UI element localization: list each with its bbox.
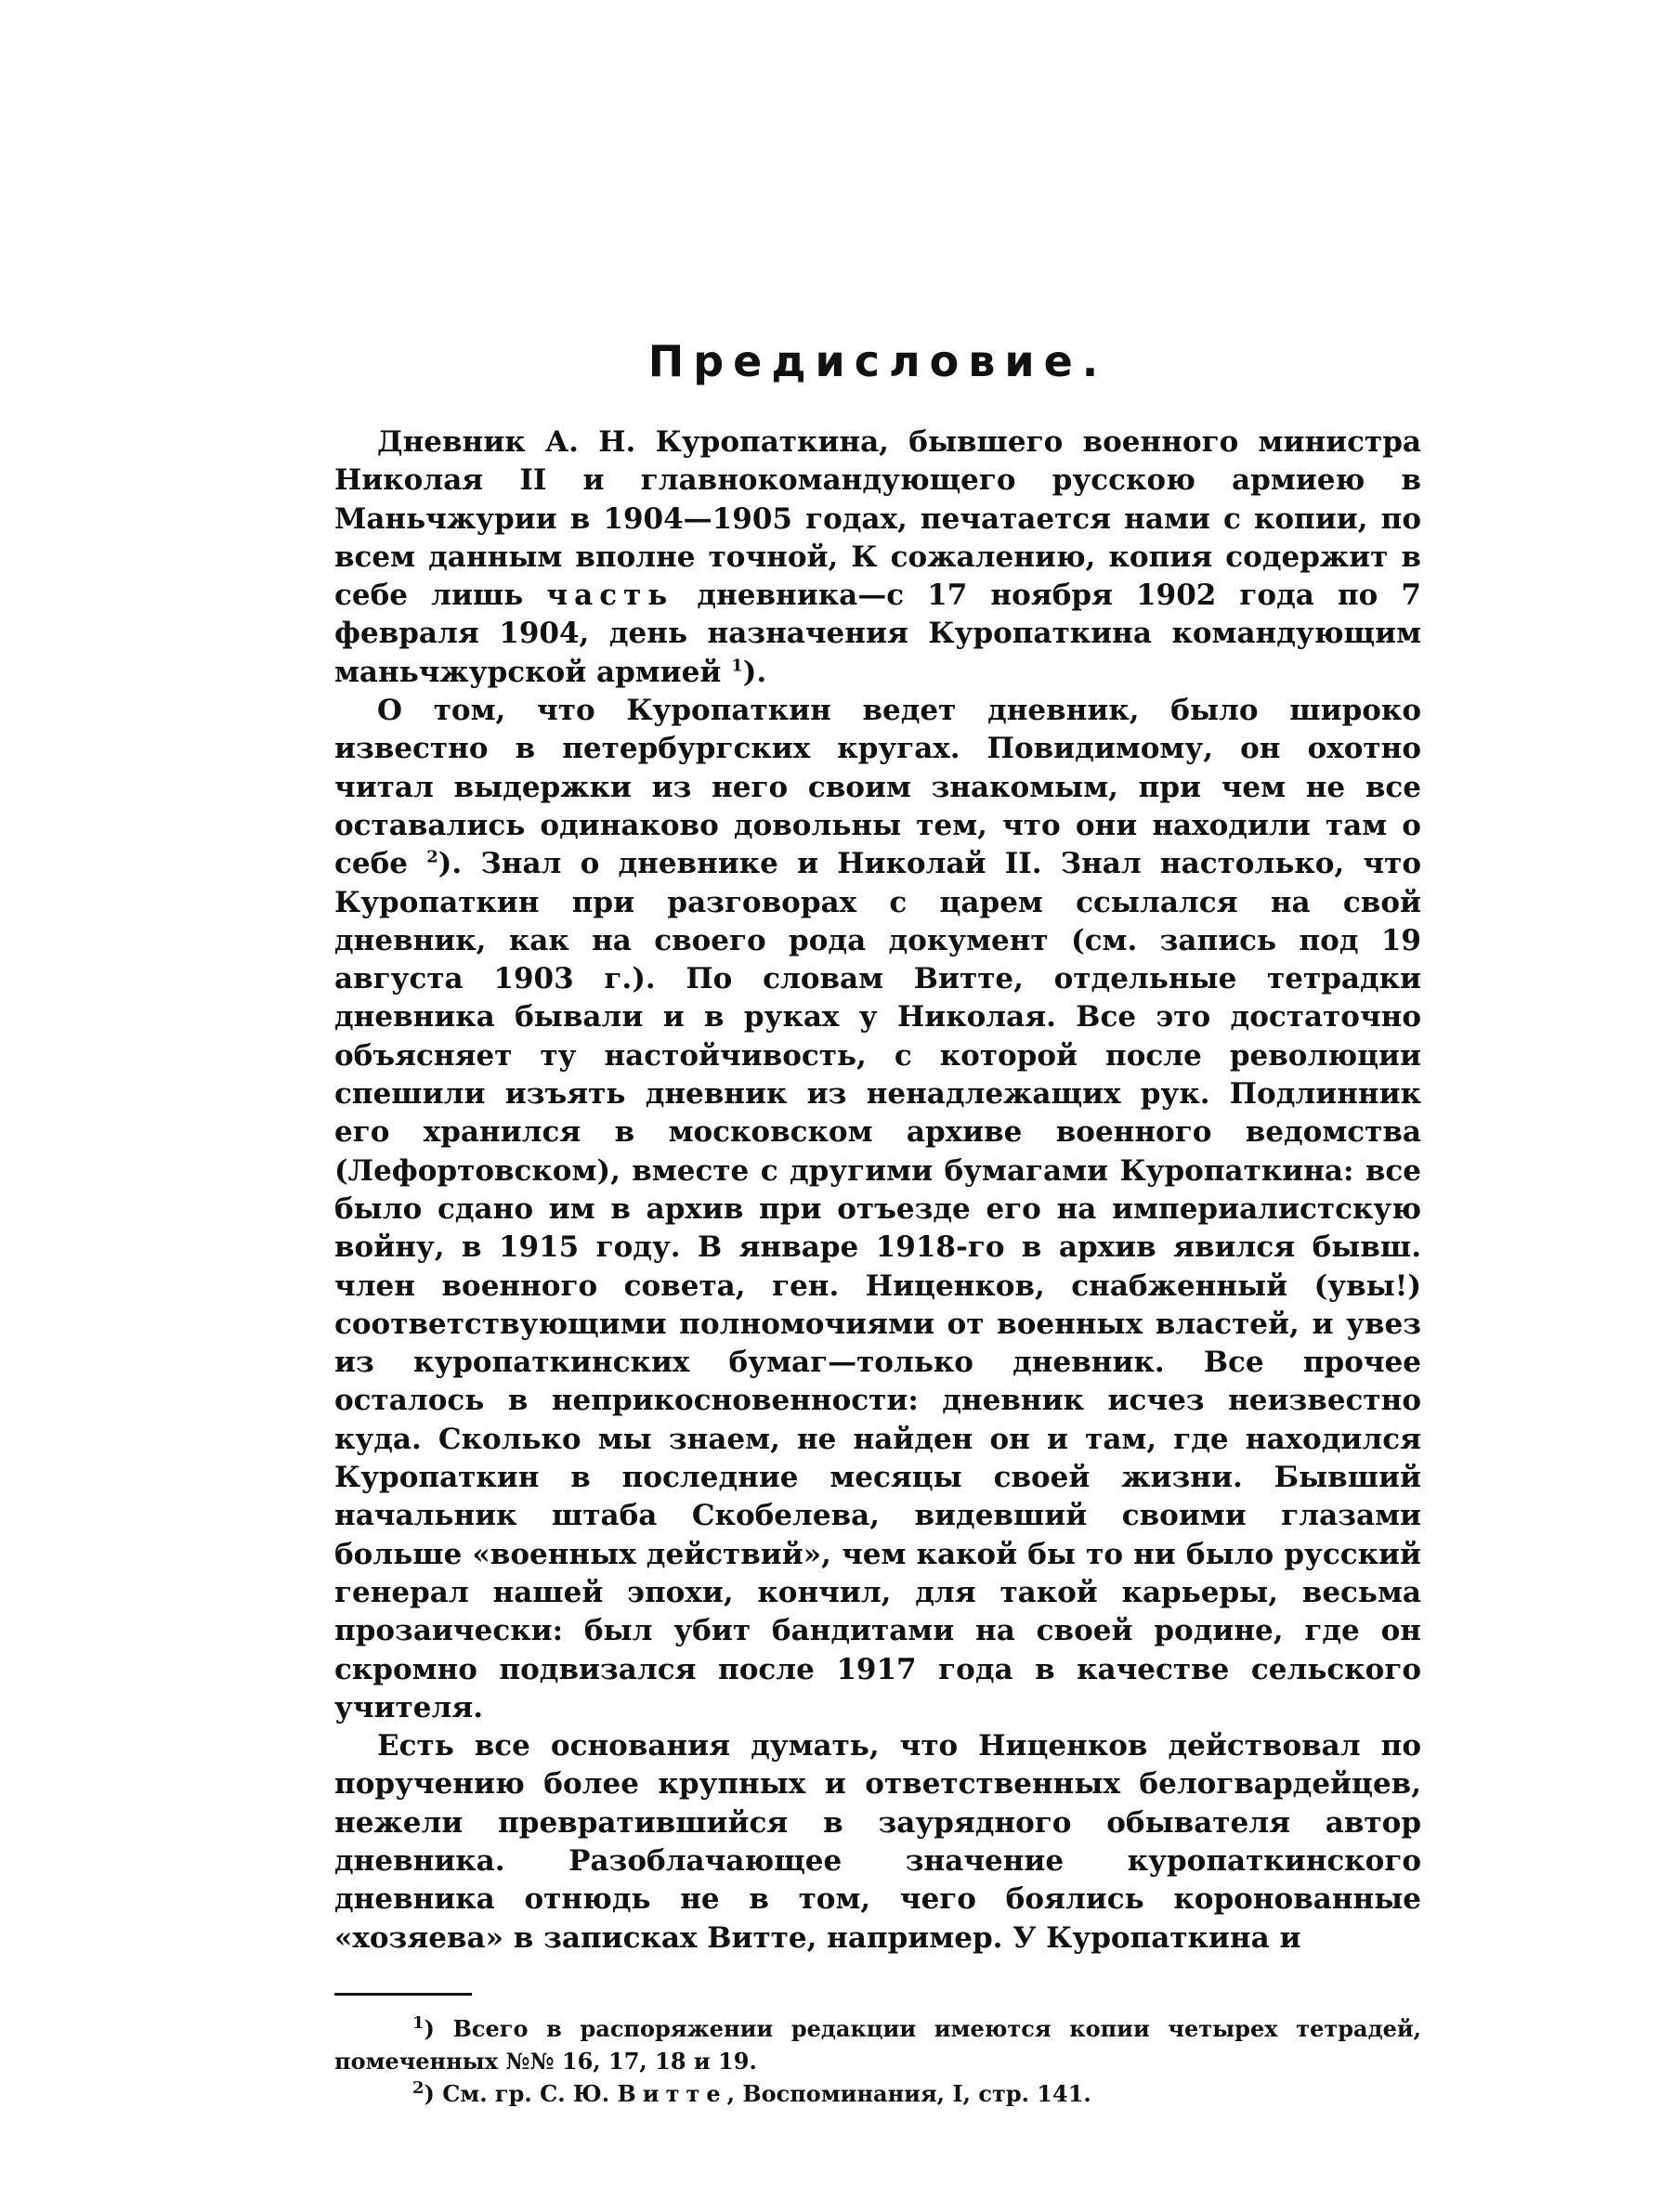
footnote-ref-2[interactable]: 2 xyxy=(426,847,438,867)
page-title: Предисловие. xyxy=(647,336,1108,386)
paragraph-1 xyxy=(334,423,1421,692)
footnote-2-mark: 2 xyxy=(412,2077,425,2098)
paragraph-2-part-b: ). Знал о дневнике и Николай II. Знал настолько, что Куропаткин при разговорах с царем ссылался на свой дневник, как на своего рода документ (см. запись под 19 августа 1903 г.). По словам Витте, отдельные тетрадки дневника бывали и в руках у Николая. Все это достаточно объясняет ту настойчивость, с которой после революции спешили изъять дневник из ненадлежащих рук. Подлинник его хранился в московском архиве военного ведомства (Лефортовском), вместе с другими бумагами Куропаткина: все было сдано им в архив при отъезде его на империалистскую войну, в 1915 году. В январе 1918-го в архив явился бывш. член военного совета, ген. Ниценков, снабженный (увы!) соответствующими полномочиями от военных властей, и увез из куропаткинских бумаг—только дневник. Все прочее осталось в неприкосновенности: дневник исчез неизвестно куда. Сколько мы знаем, не найден он и там, где находился Куропаткин в последние месяцы своей жизни. Бывший начальник штаба Скобелева, видевший своими глазами больше «военных действий», чем какой бы то ни было русский генерал нашей эпохи, кончил, для такой карьеры, весьма прозаически: был убит бандитами на своей родине, где он скромно подвизался после 1917 года в качестве сельского учителя. xyxy=(334,847,1421,1724)
footnote-2-part-a: ) См. гр. С. Ю. xyxy=(424,2079,618,2107)
paragraph-1-part-c: дневника—с 17 ноября 1902 года по 7 февраля 1904, день назначения Куропаткина командующим маньчжурской армией xyxy=(334,579,1421,689)
paragraph-1-part-a: Дневник А. Н. Куропаткина, бывшего военного министра Николая II и главнокомандующего русскою армиею в Маньчжурии в 1904—1905 годах, печатается нами с копии, по всем данным вполне точной, К сожалению, копия содержит в себе лишь xyxy=(334,425,1421,613)
footnote-divider xyxy=(334,1993,472,1996)
footnote-2-part-b: , Воспоминания, I, стр. 141. xyxy=(726,2079,1091,2107)
footnote-ref-1[interactable]: 1 xyxy=(731,656,743,676)
footnote-1-mark: 1 xyxy=(412,2012,425,2033)
footnote-1-text: ) Всего в распоряжении редакции имеются копии четырех тетрадей, помеченных №№ 16, 17, 18 и 19. xyxy=(334,2014,1421,2075)
paragraph-2 xyxy=(334,692,1421,1727)
emphasis-part: часть xyxy=(546,579,674,613)
page xyxy=(334,316,1421,2110)
paragraph-1-part-d: ). xyxy=(742,655,767,689)
footnote-1 xyxy=(334,2012,1421,2077)
paragraph-2-part-a: О том, что Куропаткин ведет дневник, было широко известно в петербургских кругах. Повидимому, он охотно читал выдержки из него своим знакомым, при чем не все оставались одинаково довольны тем, что они находили там о себе xyxy=(334,694,1421,881)
footnote-2-author: Витте xyxy=(617,2079,727,2107)
paragraph-3: Есть все основания думать, что Ниценков действовал по поручению более крупных и ответственных белогвардейцев, нежели превратившийся в заурядного обывателя автор дневника. Разоблачающее значение куропаткинского дневника отнюдь не в том, чего боялись коронованные «хозяева» в записках Витте, например. У Куропаткина и xyxy=(334,1729,1421,1955)
footnote-2 xyxy=(334,2077,1421,2110)
body-text xyxy=(334,423,1421,1958)
footnotes xyxy=(334,2012,1421,2110)
